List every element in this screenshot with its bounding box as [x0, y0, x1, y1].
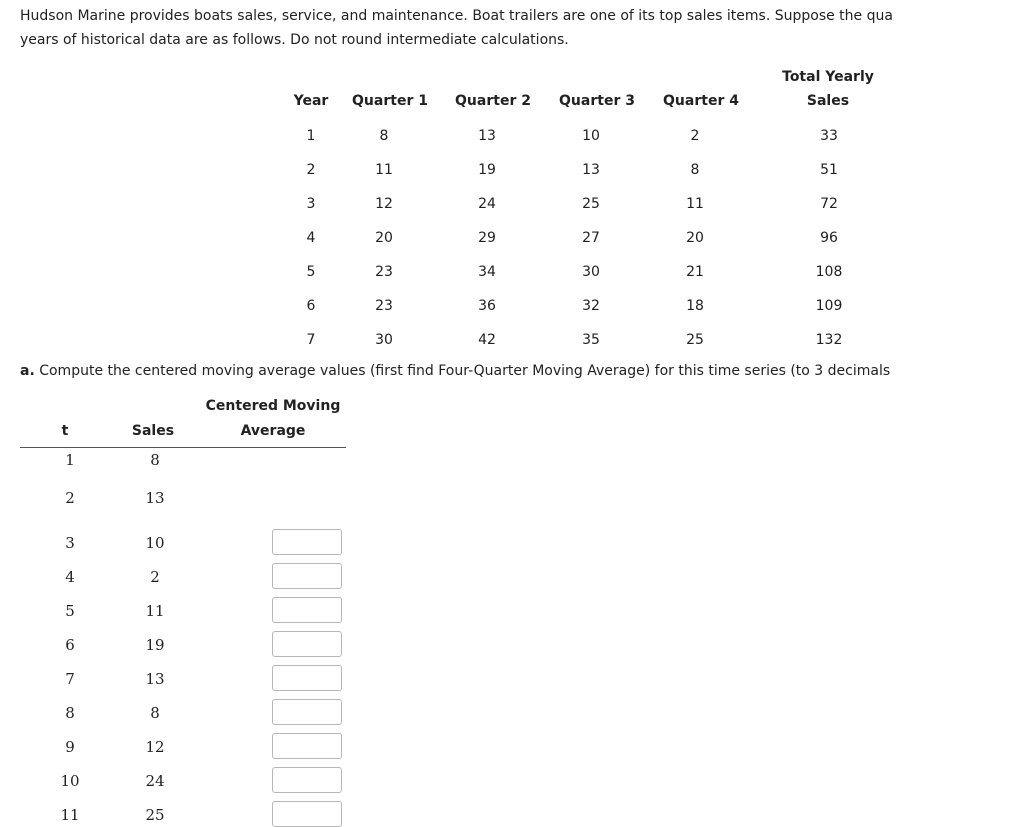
hist-cell-q4: 18: [686, 298, 704, 314]
hist-cell-year: 7: [306, 332, 316, 348]
row-sales: 13: [145, 670, 165, 688]
hist-cell-year: 4: [306, 230, 316, 246]
row-t: 8: [65, 704, 75, 722]
centered-moving-average-input[interactable]: [272, 733, 342, 759]
hist-cell-year: 2: [306, 162, 316, 178]
hist-cell-q1: 8: [379, 128, 389, 144]
hist-cell-total: 96: [820, 230, 838, 246]
hist-cell-q2: 34: [478, 264, 496, 280]
header-total-yearly: Total Yearly: [782, 69, 874, 85]
row-t: 10: [60, 772, 80, 790]
hist-cell-total: 51: [820, 162, 838, 178]
hist-cell-total: 72: [820, 196, 838, 212]
row-sales: 13: [145, 489, 165, 507]
centered-moving-average-input[interactable]: [272, 665, 342, 691]
hist-cell-q2: 19: [478, 162, 496, 178]
hist-cell-q4: 21: [686, 264, 704, 280]
centered-moving-average-input[interactable]: [272, 801, 342, 827]
hist-cell-year: 5: [306, 264, 316, 280]
row-t: 11: [60, 806, 80, 824]
header-quarter-2: Quarter 2: [455, 93, 531, 109]
row-sales: 10: [145, 534, 165, 552]
hist-cell-q2: 29: [478, 230, 496, 246]
row-sales: 25: [145, 806, 165, 824]
hist-cell-q4: 2: [690, 128, 700, 144]
question-a: [20, 360, 890, 382]
hist-cell-total: 109: [815, 298, 843, 314]
row-sales: 12: [145, 738, 165, 756]
intro-line-1: Hudson Marine provides boats sales, service, and maintenance. Boat trailers are one of its top sales items. Suppose the qua: [20, 8, 893, 24]
hist-cell-q3: 10: [582, 128, 600, 144]
row-sales: 19: [145, 636, 165, 654]
row-sales: 24: [145, 772, 165, 790]
header-quarter-3: Quarter 3: [559, 93, 635, 109]
centered-moving-average-input[interactable]: [272, 631, 342, 657]
row-sales: 8: [150, 451, 160, 469]
hist-cell-q2: 13: [478, 128, 496, 144]
row-t: 1: [65, 451, 75, 469]
centered-moving-average-input[interactable]: [272, 563, 342, 589]
problem-intro: [20, 4, 1020, 52]
header-quarter-1: Quarter 1: [352, 93, 428, 109]
header-centered-moving: Centered Moving: [205, 398, 341, 414]
hist-cell-total: 132: [815, 332, 843, 348]
hist-cell-total: 33: [820, 128, 838, 144]
header-quarter-4: Quarter 4: [663, 93, 739, 109]
hist-cell-q2: 24: [478, 196, 496, 212]
row-t: 9: [65, 738, 75, 756]
hist-cell-year: 1: [306, 128, 316, 144]
row-t: 3: [65, 534, 75, 552]
hist-cell-q1: 20: [375, 230, 393, 246]
hist-cell-q3: 13: [582, 162, 600, 178]
hist-cell-q1: 23: [375, 264, 393, 280]
hist-cell-q4: 11: [686, 196, 704, 212]
question-a-text: Compute the centered moving average values (first find Four-Quarter Moving Average) for this time series (to 3 decimals: [34, 363, 891, 379]
hist-cell-q3: 30: [582, 264, 600, 280]
hist-cell-q4: 25: [686, 332, 704, 348]
hist-cell-q3: 27: [582, 230, 600, 246]
row-t: 6: [65, 636, 75, 654]
header-t: t: [61, 423, 69, 439]
hist-cell-q4: 8: [690, 162, 700, 178]
row-t: 5: [65, 602, 75, 620]
header-sales: Sales: [806, 93, 850, 109]
row-sales: 11: [145, 602, 165, 620]
hist-cell-q1: 11: [375, 162, 393, 178]
centered-moving-average-input[interactable]: [272, 767, 342, 793]
hist-cell-q1: 30: [375, 332, 393, 348]
intro-line-2: years of historical data are as follows. Do not round intermediate calculations.: [20, 32, 569, 48]
hist-cell-q3: 35: [582, 332, 600, 348]
hist-cell-q3: 25: [582, 196, 600, 212]
header-average: Average: [240, 423, 306, 439]
row-t: 4: [65, 568, 75, 586]
header-sales: Sales: [131, 423, 175, 439]
hist-cell-q3: 32: [582, 298, 600, 314]
question-a-label: a.: [20, 363, 35, 379]
row-t: 7: [65, 670, 75, 688]
hist-cell-q1: 12: [375, 196, 393, 212]
centered-moving-average-input[interactable]: [272, 597, 342, 623]
hist-cell-q4: 20: [686, 230, 704, 246]
hist-cell-total: 108: [815, 264, 843, 280]
row-sales: 2: [150, 568, 160, 586]
centered-moving-average-input[interactable]: [272, 529, 342, 555]
row-t: 2: [65, 489, 75, 507]
hist-cell-year: 3: [306, 196, 316, 212]
row-sales: 8: [150, 704, 160, 722]
hist-cell-q1: 23: [375, 298, 393, 314]
header-divider: [20, 447, 346, 448]
hist-cell-q2: 42: [478, 332, 496, 348]
header-year: Year: [293, 93, 329, 109]
hist-cell-year: 6: [306, 298, 316, 314]
centered-moving-average-input[interactable]: [272, 699, 342, 725]
hist-cell-q2: 36: [478, 298, 496, 314]
